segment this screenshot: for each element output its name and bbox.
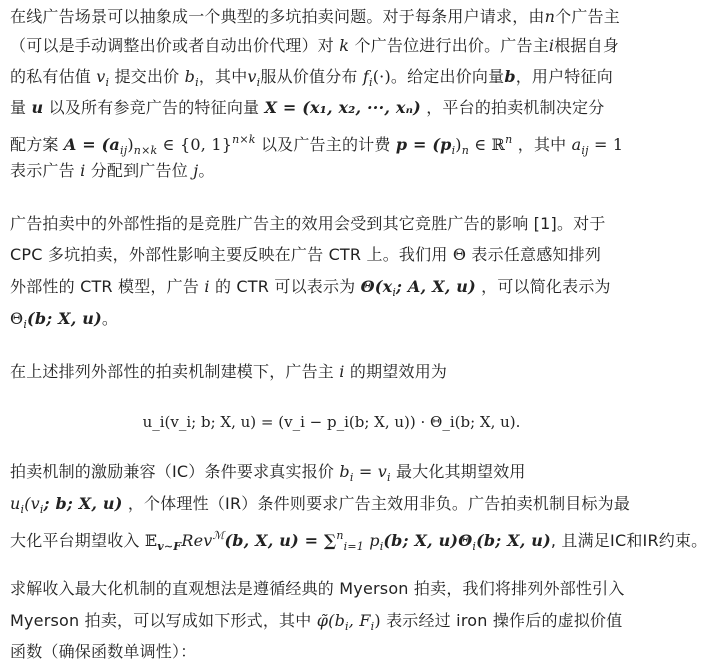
p2-line4: $\Theta_i(b$; X, u)。	[10, 309, 119, 331]
p2-line3: 外部性的 CTR 模型，广告 i 的 CTR 可以表示为 $\Theta(x_i$; A, X, u) ，可以简化表示为	[10, 277, 611, 299]
p4-line3: 大化平台期望收入 𝔼$_{v\sim F}$Rev$^ℳ$(b, X, u) = ∑$^n_{i=1}$ $p_i(b$; X, $u)\Theta_i(b$; X, u), 且满足IC和IR约束。	[10, 529, 707, 553]
p5-line1: 求解收入最大化机制的直观想法是遵循经典的 Myerson 拍卖，我们将排列外部性引入	[10, 579, 625, 598]
p1-line3: 的私有估值 $v_i$ 提交出价 $b_i$，其中$v_i$服从价值分布 $f_i(\cdot)$。给定出价向量b，用户特征向	[10, 67, 613, 89]
utility-equation: u_i(v_i; b; X, u) = (v_i − p_i(b; X, u)) · Θ_i(b; X, u).	[142, 413, 521, 431]
p5-line3: 函数（确保函数单调性）：	[10, 642, 197, 661]
p1-line1: 在线广告场景可以抽象成一个典型的多坑拍卖问题。对于每条用户请求，由n个广告主	[10, 7, 620, 26]
p4-line1: 拍卖机制的激励兼容（IC）条件要求真实报价 $b_i = v_i$ 最大化其期望效用	[10, 462, 526, 484]
p2-line2: CPC 多坑拍卖，外部性影响主要反映在广告 CTR 上。我们用 Θ 表示任意感知排列	[10, 245, 602, 264]
p1-line2: （可以是手动调整出价或者自动出价代理）对 k 个广告位进行出价。广告主i根据自身	[10, 36, 620, 55]
p4-line2: $u_i(v_i$; b; X, u) ，个体理性（IR）条件则要求广告主效用非负。广告拍卖机制目标为最	[10, 494, 631, 516]
p5-line2: Myerson 拍卖，可以写成如下形式，其中 $\varphĩ(b_i$, $F_i$) 表示经过 iron 操作后的虚拟价值	[10, 611, 623, 633]
p2-line1: 广告拍卖中的外部性指的是竞胜广告主的效用会受到其它竞胜广告的影响 [1]。对于	[10, 214, 606, 233]
p3-line1: 在上述排列外部性的拍卖机制建模下，广告主 i 的期望效用为	[10, 362, 448, 381]
p1-line4: 量 u 以及所有参竞广告的特征向量 X = (x₁, x₂, ···, xₙ) ，平台的拍卖机制决定分	[10, 98, 605, 117]
p1-line6: 表示广告 i 分配到广告位 j。	[10, 161, 215, 180]
p1-line5: 配方案 $A = (a_{ij})_{n\times k}$ ∈ {0, 1}$^{n\times k}$ 以及广告主的计费 $p = (p_i)_n$ ∈ ℝ$^n$ ，其中 $a_{ij} = 1$	[10, 133, 624, 157]
